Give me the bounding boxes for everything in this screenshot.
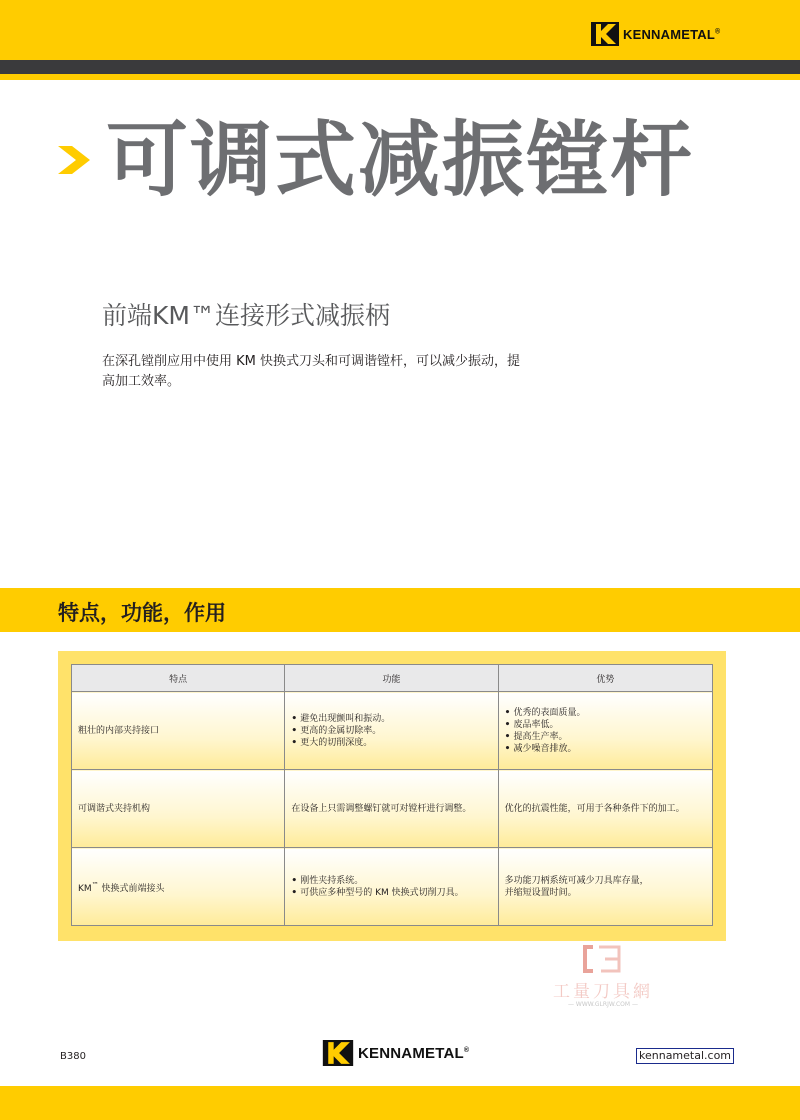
advantage-line: 并缩短设置时间。: [504, 887, 577, 898]
brand-trademark: ®: [715, 28, 721, 36]
advantage-item: • 减少噪音排放。: [505, 743, 706, 755]
website-link[interactable]: kennametal.com: [636, 1048, 734, 1064]
chevron-right-icon: [58, 146, 90, 174]
advantage-line: 多功能刀柄系统可减少刀具库存量，: [504, 875, 649, 886]
feature-km: KM: [78, 883, 92, 894]
header-advantage: 优势: [498, 665, 712, 692]
header-thin-stripe: [0, 74, 800, 80]
advantage-item: • 优秀的表面质量。: [505, 707, 706, 719]
function-item: • 刚性夹持系统。: [291, 875, 491, 887]
feature-suffix: 快换式前端接头: [98, 883, 165, 894]
advantage-cell: 优化的抗震性能，可用于各种条件下的加工。: [498, 770, 712, 848]
brand-trademark: ®: [463, 1046, 470, 1054]
page-subtitle: 前端KM™连接形式减振柄: [102, 301, 390, 330]
table-row: [72, 692, 713, 770]
feature-cell: [72, 848, 285, 926]
table-row: [72, 770, 713, 848]
watermark: [537, 944, 669, 1014]
page-number: B380: [60, 1051, 86, 1062]
function-cell: 在设备上只需调整螺钉就可对镗杆进行调整。: [285, 770, 498, 848]
header-feature: 特点: [72, 665, 285, 692]
header-dark-stripe: [0, 60, 800, 74]
advantage-item: • 提高生产率。: [505, 731, 706, 743]
features-table: [71, 664, 713, 926]
brand-name: KENNAMETAL: [623, 26, 716, 42]
watermark-url: — WWW.GLRJW.COM —: [567, 1001, 638, 1008]
function-item: • 避免出现颤叫和振动。: [291, 713, 491, 725]
header-function: 功能: [285, 665, 498, 692]
table-row: [72, 848, 713, 926]
footer-yellow-band: [0, 1086, 800, 1120]
table-header-row: [72, 665, 713, 692]
function-item: • 更高的金属切除率。: [291, 725, 491, 737]
advantage-item: • 废品率低。: [505, 719, 706, 731]
function-item: • 可供应多种型号的 KM 快换式切削刀具。: [291, 887, 491, 899]
section-title: 特点，功能，作用: [58, 601, 226, 625]
function-item: • 更大的切削深度。: [291, 737, 491, 749]
advantage-cell: [498, 692, 712, 770]
brand-logo-footer: [322, 1040, 469, 1066]
page-title: 可调式减振镗杆: [106, 113, 695, 208]
watermark-logo-icon: [579, 944, 625, 974]
advantage-cell: [498, 848, 712, 926]
brand-logo-header: [591, 22, 720, 46]
brand-name: KENNAMETAL: [358, 1044, 464, 1062]
kennametal-logo-icon: [322, 1040, 354, 1066]
feature-trademark: ™: [91, 880, 99, 889]
function-cell: [285, 692, 498, 770]
feature-cell: 可调谐式夹持机构: [72, 770, 285, 848]
intro-paragraph: 在深孔镗削应用中使用 KM 快换式刀头和可调谐镗杆，可以减少振动，提高加工效率。: [102, 354, 521, 389]
feature-cell: 粗壮的内部夹持接口: [72, 692, 285, 770]
kennametal-logo-icon: [591, 22, 619, 46]
function-cell: [285, 848, 498, 926]
watermark-text: 工量刀具網: [553, 982, 653, 1002]
